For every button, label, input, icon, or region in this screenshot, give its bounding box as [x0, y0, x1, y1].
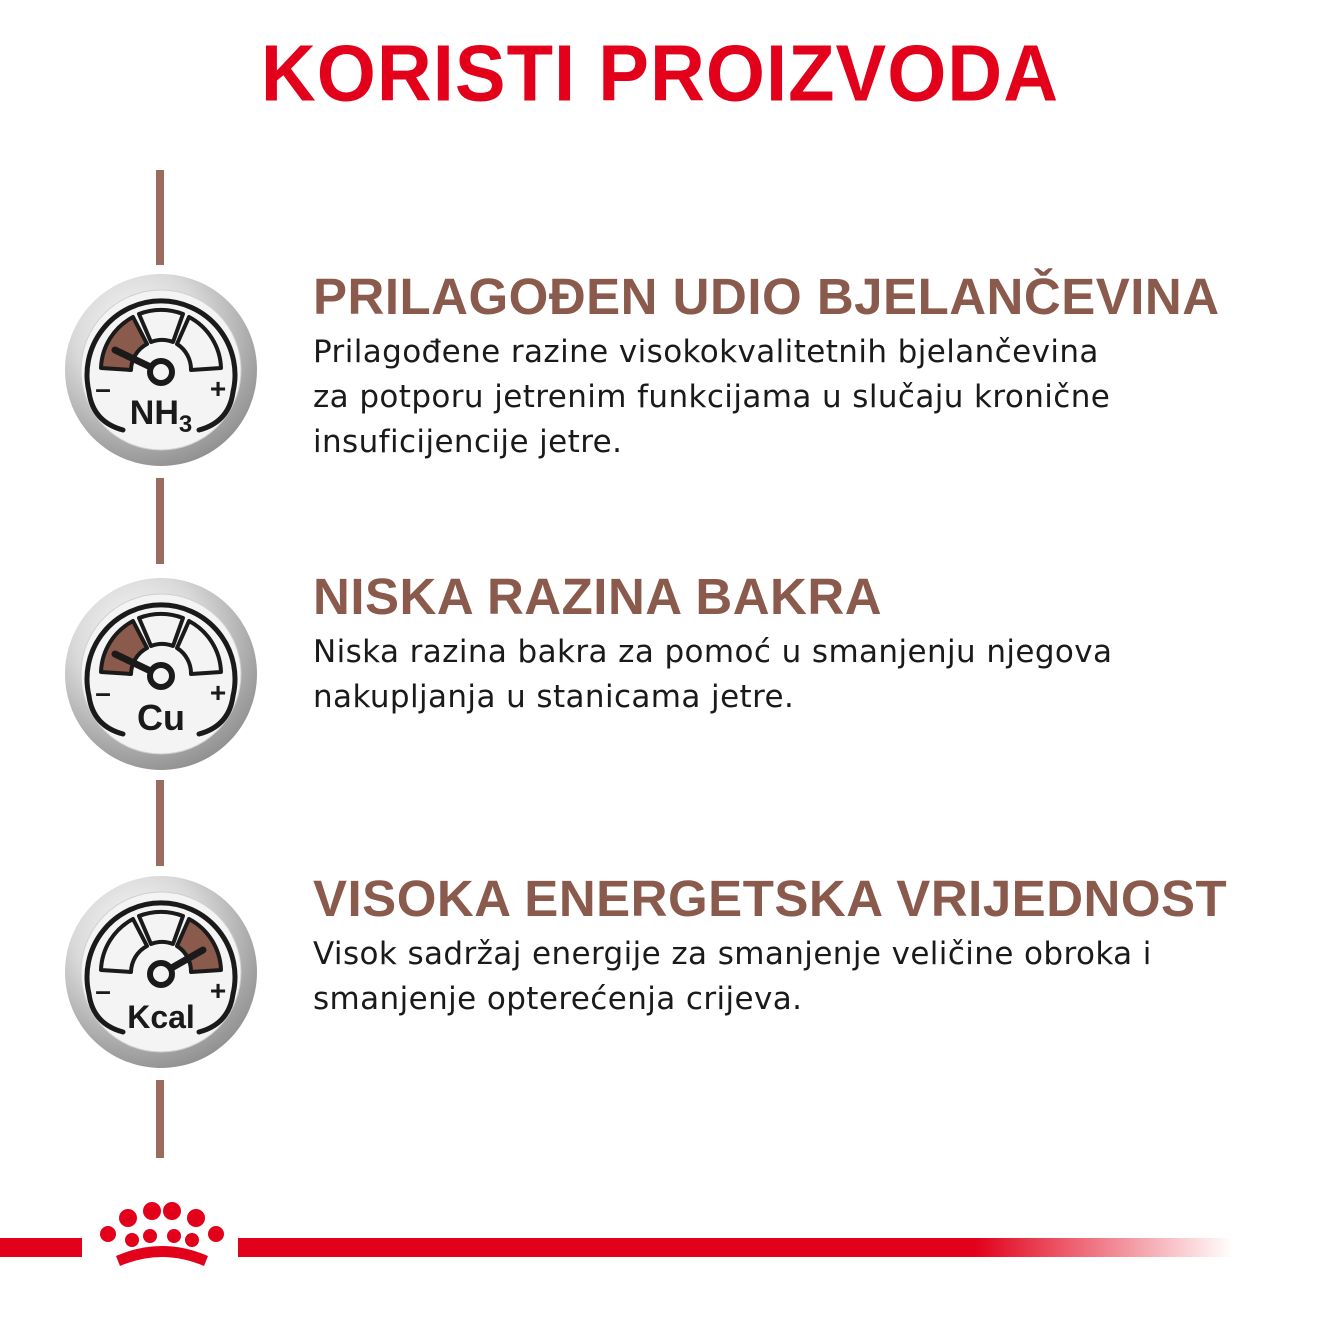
benefit-text-line: nakupljanja u stanicama jetre. — [313, 679, 795, 715]
timeline-line — [156, 1080, 164, 1158]
footer-line — [0, 1238, 82, 1257]
timeline-line — [156, 478, 164, 564]
icon-label: Cu — [137, 697, 185, 738]
benefit-text-line: Visok sadržaj energije za smanjenje veličine obroka i — [313, 936, 1152, 972]
benefit-text-line: smanjenje opterećenja crijeva. — [313, 981, 803, 1017]
gauge-plus: + — [209, 975, 227, 1006]
benefit-heading: NISKA RAZINA BAKRA — [313, 568, 883, 625]
gauge-minus: – — [95, 975, 111, 1006]
royal-canin-crown-icon — [92, 1196, 232, 1291]
footer-line — [238, 1238, 1233, 1257]
benefit-text-line: insuficijencije jetre. — [313, 424, 623, 460]
gauge-plus: + — [209, 677, 227, 708]
benefit-heading: PRILAGOĐEN UDIO BJELANČEVINA — [313, 268, 1220, 325]
benefit-text-line: Niska razina bakra za pomoć u smanjenju njegova — [313, 634, 1113, 670]
gauge-minus: – — [95, 373, 111, 404]
gauge-minus: – — [95, 677, 111, 708]
benefit-text — [313, 630, 1273, 720]
gauge-plus: + — [209, 373, 227, 404]
timeline-line — [156, 170, 164, 265]
icon-label: $NH_3$ — [129, 394, 193, 438]
cu-gauge-icon — [63, 576, 259, 772]
page-title: KORISTI PROIZVODA — [260, 28, 1060, 119]
benefit-text-line: za potporu jetrenim funkcijama u slučaju kronične — [313, 379, 1111, 415]
benefit-text-line: Prilagođene razine visokokvalitetnih bjelančevina — [313, 334, 1099, 370]
benefit-text — [313, 932, 1273, 1022]
benefit-item — [313, 870, 1273, 1022]
timeline-line — [156, 780, 164, 866]
benefit-item — [313, 568, 1273, 720]
benefit-text — [313, 330, 1273, 465]
benefit-item — [313, 268, 1273, 465]
benefit-heading: VISOKA ENERGETSKA VRIJEDNOST — [313, 870, 1228, 927]
kcal-gauge-icon — [63, 874, 259, 1070]
icon-label: Kcal — [127, 999, 195, 1035]
nh3-gauge-icon — [63, 272, 259, 468]
